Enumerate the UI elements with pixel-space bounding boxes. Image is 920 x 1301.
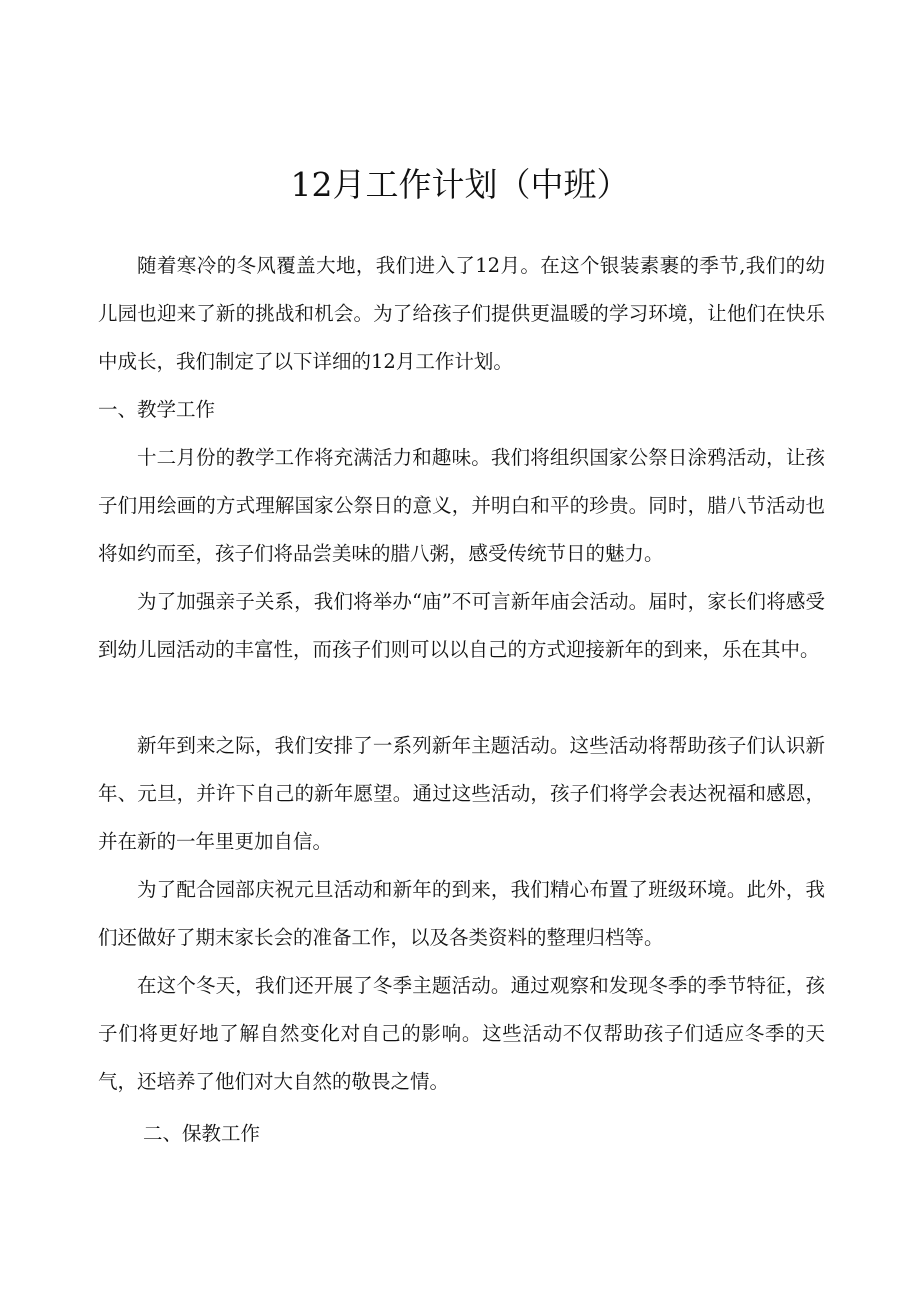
teaching-paragraph-4: 为了配合园部庆祝元旦活动和新年的到来，我们精心布置了班级环境。此外，我们还做好了期末家长会的准备工作，以及各类资料的整理归档等。 xyxy=(98,878,825,949)
document-title: 12月工作计划（中班） xyxy=(290,165,630,204)
teaching-paragraph-3: 新年到来之际，我们安排了一系列新年主题活动。这些活动将帮助孩子们认识新年、元旦，并许下自己的新年愿望。通过这些活动，孩子们将学会表达祝福和感恩，并在新的一年里更加自信。 xyxy=(98,734,825,853)
section-heading-care: 二、保教工作 xyxy=(143,1122,261,1145)
section-heading-teaching: 一、教学工作 xyxy=(98,398,216,421)
intro-paragraph: 随着寒冷的冬风覆盖大地，我们进入了12月。在这个银装素裹的季节,我们的幼儿园也迎来了新的挑战和机会。为了给孩子们提供更温暖的学习环境，让他们在快乐中成长，我们制定了以下详细的12月工作计划。 xyxy=(98,254,825,373)
teaching-paragraph-5: 在这个冬天，我们还开展了冬季主题活动。通过观察和发现冬季的季节特征，孩子们将更好地了解自然变化对自己的影响。这些活动不仅帮助孩子们适应冬季的天气，还培养了他们对大自然的敬畏之情。 xyxy=(98,974,825,1093)
teaching-paragraph-1: 十二月份的教学工作将充满活力和趣味。我们将组织国家公祭日涂鸦活动，让孩子们用绘画的方式理解国家公祭日的意义，并明白和平的珍贵。同时，腊八节活动也将如约而至，孩子们将品尝美味的腊八粥，感受传统节日的魅力。 xyxy=(98,446,825,565)
teaching-paragraph-2: 为了加强亲子关系，我们将举办“庙”不可言新年庙会活动。届时，家长们将感受到幼儿园活动的丰富性，而孩子们则可以以自己的方式迎接新年的到来，乐在其中。 xyxy=(98,590,825,661)
